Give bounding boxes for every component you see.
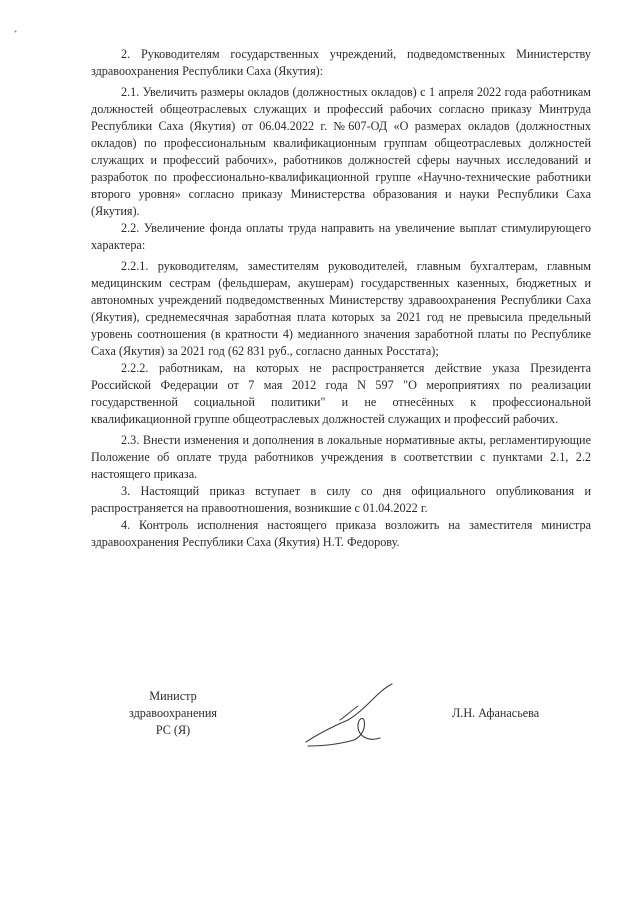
signatory-position-line: здравоохранения — [128, 706, 218, 720]
paragraph-2-1: 2.1. Увеличить размеры окладов (должностных окладов) с 1 апреля 2022 года работникам должностей общеотраслевых служащих и профессий рабочих согласно приказу Минтруда Республики Саха (Якутия) от 06.04.2022 г. №607-ОД «О размерах окладов (должностных окладов) по профессиональным квалификационным группам общеотраслевых должностей служащих и профессий рабочих», работников должностей сферы научных исследований и разработок по профессионально-квалификационной группе «Научно-технические работники второго уровня» согласно приказу Министерства образования и науки Республики Саха (Якутия). — [91, 85, 591, 218]
paragraph-2-2-2: 2.2.2. работникам, на которых не распространяется действие указа Президента Российской Федерации от 7 мая 2012 года N 597 "О мероприятиях по реализации государственной социальной политики" и не отнесённых к профессиональной квалификационной группе общеотраслевых должностей служащих и профессий рабочих. — [91, 361, 591, 426]
scan-speck — [14, 20, 17, 23]
signatory-position-line: Министр — [149, 689, 197, 703]
signatory-name: Л.Н. Афанасьева — [452, 706, 540, 720]
signatory-position — [108, 688, 238, 739]
paragraph-2-2-1: 2.2.1. руководителям, заместителям руководителей, главным бухгалтерам, главным медицинским сестрам (фельдшерам, акушерам) государственных казенных, бюджетных и автономных учреждений подведомственных Министерству здравоохранения Республики Саха (Якутия), среднемесячная заработная плата которых за 2021 год не превысила предельный уровень соотношения (в кратности 4) медианного значения заработной платы по Республике Саха (Якутия) за 2021 год (62 831 руб., согласно данных Росстата); — [91, 259, 591, 358]
paragraph-2-3: 2.3. Внести изменения и дополнения в локальные нормативные акты, регламентирующие Положение об оплате труда работников учреждения в соответствии с пунктами 2.1, 2.2 настоящего приказа. — [91, 433, 591, 481]
signatory-position-line: РС (Я) — [155, 723, 191, 737]
paragraph-2-2: 2.2. Увеличение фонда оплаты труда направить на увеличение выплат стимулирующего характера: — [91, 221, 591, 252]
document-body — [91, 46, 591, 555]
handwritten-signature — [300, 680, 410, 755]
paragraph-3: 3. Настоящий приказ вступает в силу со дня официального опубликования и распространяется на правоотношения, возникшие с 01.04.2022 г. — [91, 484, 591, 515]
paragraph-2: 2. Руководителям государственных учреждений, подведомственных Министерству здравоохранения Республики Саха (Якутия): — [91, 47, 591, 78]
paragraph-4: 4. Контроль исполнения настоящего приказа возложить на заместителя министра здравоохранения Республики Саха (Якутия) Н.Т. Федорову. — [91, 518, 591, 549]
